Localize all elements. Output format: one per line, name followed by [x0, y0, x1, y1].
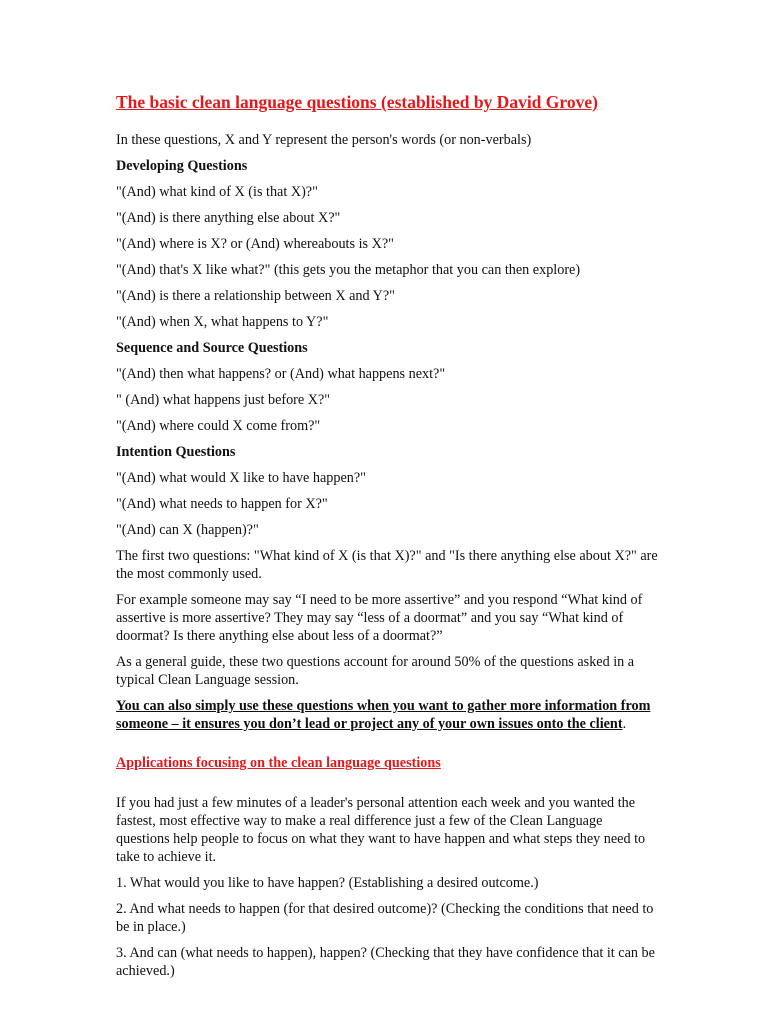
- applications-intro: If you had just a few minutes of a leader's personal attention each week and you wanted the fastest, most effective way to make a real difference just a few of the Clean Language questions help people to focus on what they want to have happen and what steps they need to take to achieve it.: [116, 795, 646, 865]
- question-item: "(And) where could X come from?": [116, 418, 321, 434]
- intro-text: In these questions, X and Y represent the person's words (or non-verbals): [116, 132, 532, 148]
- question-item: "(And) that's X like what?" (this gets you the metaphor that you can then explore): [116, 262, 581, 278]
- section-heading-developing: Developing Questions: [116, 158, 248, 174]
- question-item: "(And) where is X? or (And) whereabouts is X?": [116, 236, 394, 252]
- question-item: "(And) what would X like to have happen?": [116, 470, 366, 486]
- question-item: "(And) what kind of X (is that X)?": [116, 184, 318, 200]
- question-item: "(And) what needs to happen for X?": [116, 496, 328, 512]
- document-body: [116, 131, 658, 988]
- paragraph-example: For example someone may say “I need to be more assertive” and you respond “What kind of assertive is more assertive? They may say “less of a doormat” and you say “What kind of doormat? Is there anything else about less of a doormat?”: [116, 592, 643, 644]
- question-item: "(And) can X (happen)?": [116, 522, 259, 538]
- question-item: "(And) is there a relationship between X and Y?": [116, 288, 395, 304]
- paragraph-guide: As a general guide, these two questions account for around 50% of the questions asked in a typical Clean Language session.: [116, 654, 635, 688]
- list-item: 1. What would you like to have happen? (Establishing a desired outcome.): [116, 875, 539, 891]
- section-heading-sequence: Sequence and Source Questions: [116, 340, 308, 356]
- emphasis-text: You can also simply use these questions when you want to gather more information from someone – it ensures you don’t lead or project any of your own issues onto the client: [116, 698, 651, 732]
- document-title: The basic clean language questions (established by David Grove): [116, 92, 598, 112]
- applications-heading: Applications focusing on the clean language questions: [116, 755, 441, 771]
- paragraph-common: The first two questions: "What kind of X (is that X)?" and "Is there anything else about X?" are the most commonly used.: [116, 548, 658, 582]
- list-item: 2. And what needs to happen (for that desired outcome)? (Checking the conditions that need to be in place.): [116, 901, 654, 935]
- list-item: 3. And can (what needs to happen), happen? (Checking that they have confidence that it can be achieved.): [116, 945, 655, 979]
- question-item: " (And) what happens just before X?": [116, 392, 331, 408]
- question-item: "(And) is there anything else about X?": [116, 210, 341, 226]
- question-item: "(And) then what happens? or (And) what happens next?": [116, 366, 446, 382]
- section-heading-intention: Intention Questions: [116, 444, 236, 460]
- paragraph-emphasis: [116, 697, 658, 733]
- question-item: "(And) when X, what happens to Y?": [116, 314, 329, 330]
- emphasis-period: .: [622, 716, 627, 732]
